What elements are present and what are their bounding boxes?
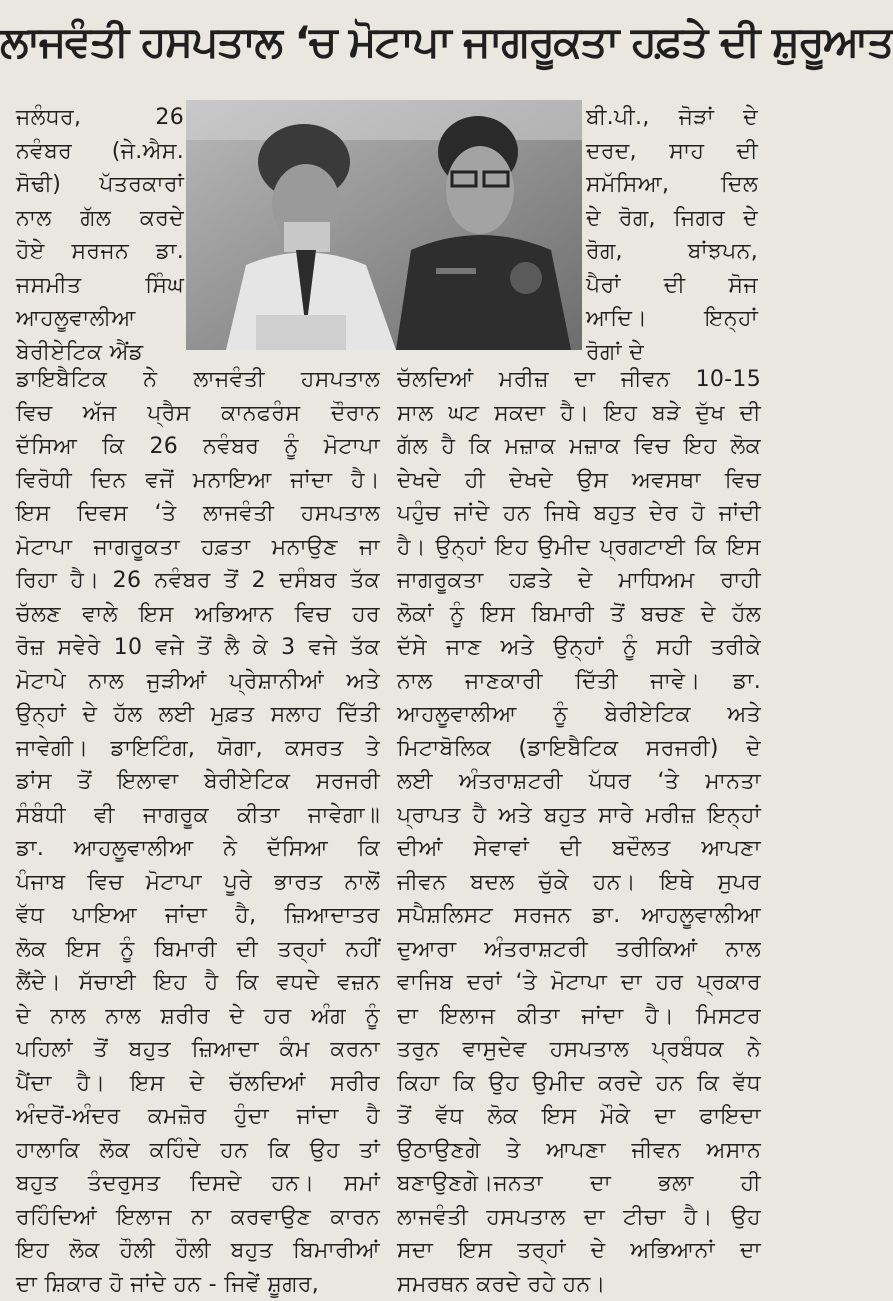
text-line: ਜੀਵਨ ਬਦਲ ਚੁੱਕੇ ਹਨ। ਇਥੇ ਸੁਪਰ [397, 866, 761, 900]
text-line: ਅੰਦਰੋਂ-ਅੰਦਰ ਕਮਜ਼ੋਰ ਹੁੰਦਾ ਜਾਂਦਾ ਹੈ [16, 1100, 380, 1134]
text-line: ਸਮੱਸਿਆ, ਦਿਲ [586, 168, 758, 202]
text-line: ਦੇ ਰੋਗ, ਜਿਗਰ ਦੇ [586, 202, 758, 236]
column-right-top [586, 101, 758, 369]
text-line: ਹਾਲਾਕਿ ਲੋਕ ਕਹਿੰਦੇ ਹਨ ਕਿ ਉਹ ਤਾਂ [16, 1134, 380, 1168]
text-line: ਲੋਕਾਂ ਨੂੰ ਇਸ ਬਿਮਾਰੀ ਤੋਂ ਬਚਣ ਦੇ ਹੱਲ [397, 598, 761, 632]
text-line: ਸਮਰਥਨ ਕਰਦੇ ਰਹੇ ਹਨ। [397, 1268, 761, 1301]
text-line: ਵਿਰੋਧੀ ਦਿਨ ਵਜੋਂ ਮਨਾਇਆ ਜਾਂਦਾ ਹੈ। [16, 464, 380, 498]
text-line: ਦੇਖਦੇ ਹੀ ਦੇਖਦੇ ਉਸ ਅਵਸਥਾ ਵਿਚ [397, 464, 761, 498]
text-line: ਸੰਬੰਧੀ ਵੀ ਜਾਗਰੂਕ ਕੀਤਾ ਜਾਵੇਗਾ॥ [16, 799, 380, 833]
text-line: ਬਹੁਤ ਤੰਦਰੁਸਤ ਦਿਸਦੇ ਹਨ। ਸਮਾਂ [16, 1167, 380, 1201]
text-line: ਰਿਹਾ ਹੈ। 26 ਨਵੰਬਰ ਤੋਂ 2 ਦਸੰਬਰ ਤੱਕ [16, 564, 380, 598]
text-line: ਜਸਮੀਤ ਸਿੰਘ [16, 269, 184, 303]
text-line: ਪੈਂਦਾ ਹੈ। ਇਸ ਦੇ ਚੱਲਦਿਆਂ ਸਰੀਰ [16, 1067, 380, 1101]
text-line: ਡਾਇਬੈਟਿਕ ਨੇ ਲਾਜਵੰਤੀ ਹਸਪਤਾਲ [16, 363, 380, 397]
text-line: ਚੱਲਣ ਵਾਲੇ ਇਸ ਅਭਿਆਨ ਵਿਚ ਹਰ [16, 598, 380, 632]
text-line: ਜਲੰਧਰ, 26 [16, 101, 184, 135]
text-line: ਹੈ। ਉਨ੍ਹਾਂ ਇਹ ਉਮੀਦ ਪ੍ਰਗਟਾਈ ਕਿ ਇਸ [397, 531, 761, 565]
text-line: ਮਿਟਾਬੋਲਿਕ (ਡਾਇਬੈਟਿਕ ਸਰਜਰੀ) ਦੇ [397, 732, 761, 766]
text-line: ਡਾਂਸ ਤੋਂ ਇਲਾਵਾ ਬੇਰੀਏਟਿਕ ਸਰਜਰੀ [16, 765, 380, 799]
text-line: ਦਾ ਇਲਾਜ ਕੀਤਾ ਜਾਂਦਾ ਹੈ। ਮਿਸਟਰ [397, 1000, 761, 1034]
text-line: ਬੀ.ਪੀ., ਜੋੜਾਂ ਦੇ [586, 101, 758, 135]
text-line: ਮੋਟਾਪਾ ਜਾਗਰੂਕਤਾ ਹਫ਼ਤਾ ਮਨਾਉਣ ਜਾ [16, 531, 380, 565]
text-line: ਵੱਧ ਪਾਇਆ ਜਾਂਦਾ ਹੈ, ਜ਼ਿਆਦਾਤਰ [16, 899, 380, 933]
text-line: ਰਹਿੰਦਿਆਂ ਇਲਾਜ ਨਾ ਕਰਵਾਉਣ ਕਾਰਨ [16, 1201, 380, 1235]
text-line: ਬੇਰੀਏਟਿਕ ਐਂਡ [16, 336, 184, 370]
text-line: ਦੱਸਿਆ ਕਿ 26 ਨਵੰਬਰ ਨੂੰ ਮੋਟਾਪਾ [16, 430, 380, 464]
text-line: ਸਪੈਸ਼ਲਿਸਟ ਸਰਜਨ ਡਾ. ਆਹਲੂਵਾਲੀਆ [397, 899, 761, 933]
text-line: ਵਾਜਿਬ ਦਰਾਂ ‘ਤੇ ਮੋਟਾਪਾ ਦਾ ਹਰ ਪ੍ਰਕਾਰ [397, 966, 761, 1000]
column-left-top [16, 101, 184, 369]
text-line: ਲਈ ਅੰਤਰਾਸ਼ਟਰੀ ਪੱਧਰ ‘ਤੇ ਮਾਨਤਾ [397, 765, 761, 799]
text-line: ਦਾ ਸ਼ਿਕਾਰ ਹੋ ਜਾਂਦੇ ਹਨ - ਜਿਵੇਂ ਸ਼ੂਗਰ, [16, 1268, 380, 1301]
text-line: ਡਾ. ਆਹਲੂਵਾਲੀਆ ਨੇ ਦੱਸਿਆ ਕਿ [16, 832, 380, 866]
headline: ਲਾਜਵੰਤੀ ਹਸਪਤਾਲ ‘ਚ ਮੋਟਾਪਾ ਜਾਗਰੂਕਤਾ ਹਫ਼ਤੇ ਦੀ ਸ਼ੁਰੂਆਤ [0, 14, 775, 70]
text-line: ਆਹਲੂਵਾਲੀਆ ਨੂੰ ਬੇਰੀਏਟਿਕ ਅਤੇ [397, 698, 761, 732]
text-line: ਇਹ ਲੋਕ ਹੌਲੀ ਹੌਲੀ ਬਹੁਤ ਬਿਮਾਰੀਆਂ [16, 1234, 380, 1268]
text-line: ਕਿਹਾ ਕਿ ਉਹ ਉਮੀਦ ਕਰਦੇ ਹਨ ਕਿ ਵੱਧ [397, 1067, 761, 1101]
text-line: ਦੁਆਰਾ ਅੰਤਰਾਸ਼ਟਰੀ ਤਰੀਕਿਆਂ ਨਾਲ [397, 933, 761, 967]
text-line: ਦਰਦ, ਸਾਹ ਦੀ [586, 135, 758, 169]
text-line: ਲਾਜਵੰਤੀ ਹਸਪਤਾਲ ਦਾ ਟੀਚਾ ਹੈ। ਉਹ [397, 1201, 761, 1235]
text-line: ਗੱਲ ਹੈ ਕਿ ਮਜ਼ਾਕ ਮਜ਼ਾਕ ਵਿਚ ਇਹ ਲੋਕ [397, 430, 761, 464]
text-line: ਰੋਜ਼ ਸਵੇਰੇ 10 ਵਜੇ ਤੋਂ ਲੈ ਕੇ 3 ਵਜੇ ਤੱਕ [16, 631, 380, 665]
column-left-bottom [16, 363, 380, 1301]
text-line: ਦੀਆਂ ਸੇਵਾਵਾਂ ਦੀ ਬਦੌਲਤ ਆਪਣਾ [397, 832, 761, 866]
text-line: ਲੈਂਦੇ। ਸੱਚਾਈ ਇਹ ਹੈ ਕਿ ਵਧਦੇ ਵਜ਼ਨ [16, 966, 380, 1000]
text-line: ਦੇ ਨਾਲ ਨਾਲ ਸ਼ਰੀਰ ਦੇ ਹਰ ਅੰਗ ਨੂੰ [16, 1000, 380, 1034]
text-line: ਨਾਲ ਜਾਣਕਾਰੀ ਦਿੱਤੀ ਜਾਵੇ। ਡਾ. [397, 665, 761, 699]
text-line: ਆਦਿ। ਇਨ੍ਹਾਂ [586, 302, 758, 336]
text-line: ਪੰਜਾਬ ਵਿਚ ਮੋਟਾਪਾ ਪੂਰੇ ਭਾਰਤ ਨਾਲੋਂ [16, 866, 380, 900]
text-line: ਲੋਕ ਇਸ ਨੂੰ ਬਿਮਾਰੀ ਦੀ ਤਰ੍ਹਾਂ ਨਹੀਂ [16, 933, 380, 967]
text-line: ਸੋਢੀ) ਪੱਤਰਕਾਰਾਂ [16, 168, 184, 202]
text-line: ਉਨ੍ਹਾਂ ਦੇ ਹੱਲ ਲਈ ਮੁਫ਼ਤ ਸਲਾਹ ਦਿੱਤੀ [16, 698, 380, 732]
text-line: ਚੱਲਦਿਆਂ ਮਰੀਜ਼ ਦਾ ਜੀਵਨ 10-15 [397, 363, 761, 397]
text-line: ਦੱਸੇ ਜਾਣ ਅਤੇ ਉਨ੍ਹਾਂ ਨੂੰ ਸਹੀ ਤਰੀਕੇ [397, 631, 761, 665]
text-line: ਤਰੁਨ ਵਾਸੁਦੇਵ ਹਸਪਤਾਲ ਪ੍ਰਬੰਧਕ ਨੇ [397, 1033, 761, 1067]
text-line: ਜਾਵੇਗੀ। ਡਾਇਟਿੰਗ, ਯੋਗਾ, ਕਸਰਤ ਤੇ [16, 732, 380, 766]
text-line: ਪਹਿਲਾਂ ਤੋਂ ਬਹੁਤ ਜ਼ਿਆਦਾ ਕੰਮ ਕਰਨਾ [16, 1033, 380, 1067]
text-line: ਆਹਲੂਵਾਲੀਆ [16, 302, 184, 336]
text-line: ਰੋਗਾਂ ਦੇ [586, 336, 758, 370]
press-photo [186, 100, 582, 350]
text-line: ਹੋਏ ਸਰਜਨ ਡਾ. [16, 235, 184, 269]
text-line: ਪਹੁੰਚ ਜਾਂਦੇ ਹਨ ਜਿਥੇ ਬਹੁਤ ਦੇਰ ਹੋ ਜਾਂਦੀ [397, 497, 761, 531]
text-line: ਨਾਲ ਗੱਲ ਕਰਦੇ [16, 202, 184, 236]
text-line: ਵਿਚ ਅੱਜ ਪ੍ਰੈਸ ਕਾਨਫਰੰਸ ਦੌਰਾਨ [16, 397, 380, 431]
column-right-bottom [397, 363, 761, 1301]
text-line: ਇਸ ਦਿਵਸ ‘ਤੇ ਲਾਜਵੰਤੀ ਹਸਪਤਾਲ [16, 497, 380, 531]
text-line: ਬਣਾਉਣਗੇ।ਜਨਤਾ ਦਾ ਭਲਾ ਹੀ [397, 1167, 761, 1201]
text-line: ਮੋਟਾਪੇ ਨਾਲ ਜੁੜੀਆਂ ਪ੍ਰੇਸ਼ਾਨੀਆਂ ਅਤੇ [16, 665, 380, 699]
text-line: ਪੈਰਾਂ ਦੀ ਸੋਜ [586, 269, 758, 303]
text-line: ਸਦਾ ਇਸ ਤਰ੍ਹਾਂ ਦੇ ਅਭਿਆਨਾਂ ਦਾ [397, 1234, 761, 1268]
text-line: ਨਵੰਬਰ (ਜੇ.ਐਸ. [16, 135, 184, 169]
text-line: ਤੋਂ ਵੱਧ ਲੋਕ ਇਸ ਮੌਕੇ ਦਾ ਫਾਇਦਾ [397, 1100, 761, 1134]
text-line: ਉਠਾਉਣਗੇ ਤੇ ਆਪਣਾ ਜੀਵਨ ਅਸਾਨ [397, 1134, 761, 1168]
text-line: ਸਾਲ ਘਟ ਸਕਦਾ ਹੈ। ਇਹ ਬੜੇ ਦੁੱਖ ਦੀ [397, 397, 761, 431]
text-line: ਰੋਗ, ਬਾਂਝਪਨ, [586, 235, 758, 269]
text-line: ਪ੍ਰਾਪਤ ਹੈ ਅਤੇ ਬਹੁਤ ਸਾਰੇ ਮਰੀਜ਼ ਇਨ੍ਹਾਂ [397, 799, 761, 833]
text-line: ਜਾਗਰੂਕਤਾ ਹਫ਼ਤੇ ਦੇ ਮਾਧਿਅਮ ਰਾਹੀ [397, 564, 761, 598]
